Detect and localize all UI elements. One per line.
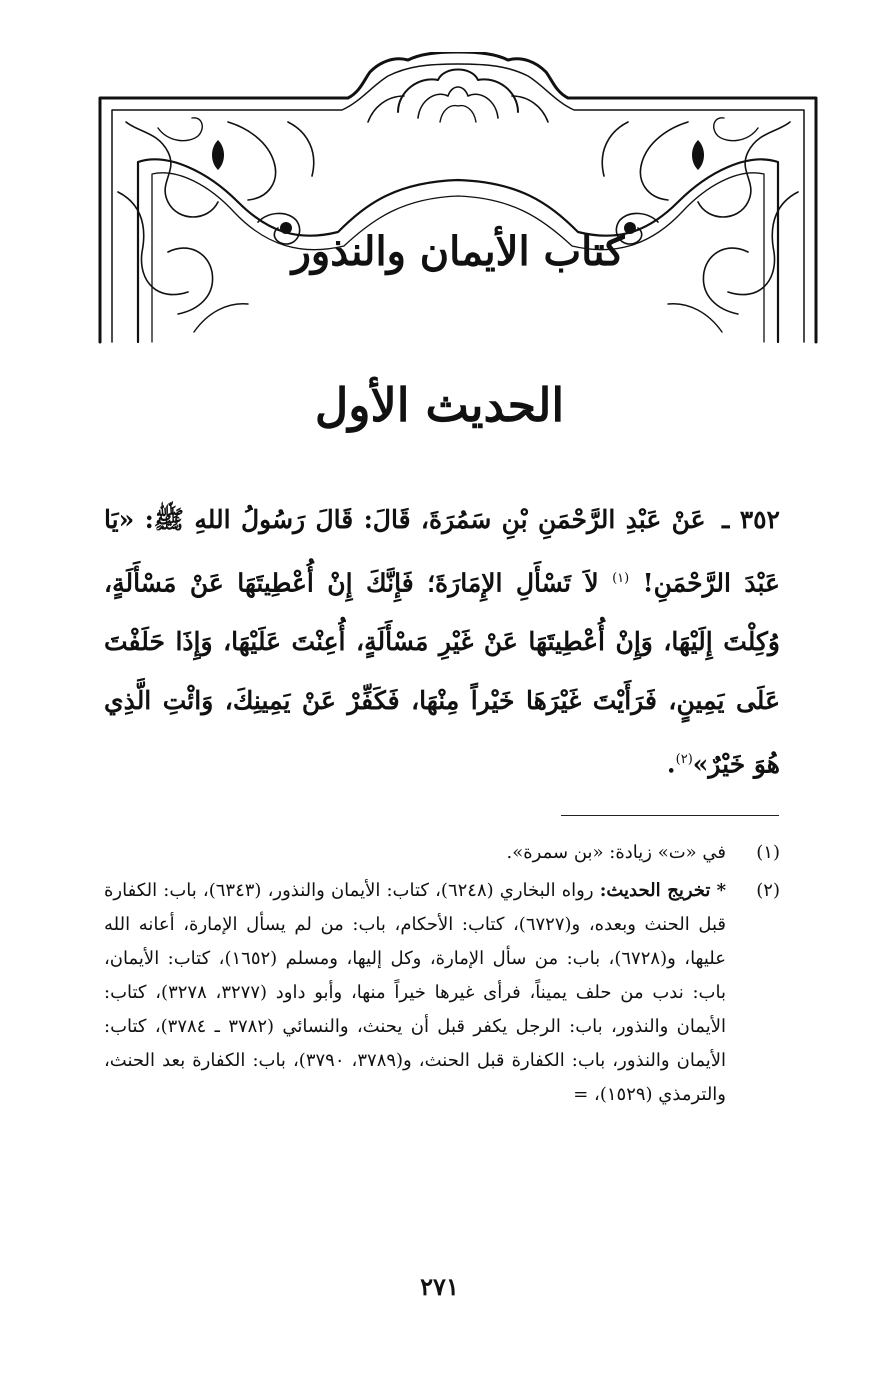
footnote-text: في «ت» زيادة: «بن سمرة». xyxy=(506,842,726,863)
arabesque-frame-icon xyxy=(98,52,818,344)
hadith-text xyxy=(104,490,780,794)
page-number: ٢٧١ xyxy=(420,1272,459,1301)
asterisk-icon: * xyxy=(716,880,726,901)
footnotes xyxy=(104,836,780,1116)
footnote-text-container xyxy=(104,874,726,1112)
hadith-text-opening: عَنْ عَبْدِ الرَّحْمَنِ بْنِ سَمُرَةَ، قَالَ: قَالَ رَسُولُ اللهِ ﷺ: «يَا عَبْدَ الرَّحْمَنِ! xyxy=(104,505,780,598)
footnote-label: تخريج الحديث: xyxy=(599,880,711,901)
footnote-number: (١) xyxy=(756,842,780,863)
book-title: كتاب الأيمان والنذور xyxy=(291,228,625,275)
footnote-text: رواه البخاري (٦٢٤٨)، كتاب: الأيمان والنذور، (٦٣٤٣)، باب: الكفارة قبل الحنث وبعده، و(٦٧٢٧)، كتاب: الأحكام، باب: من لم يسأل الإمارة، أعانه الله عليها، و(٦٧٢٨)، باب: من سأل الإمارة، وكل إليها، ومسلم (١٦٥٢)، كتاب: الأيمان، باب: ندب من حلف يميناً، فرأى غيرها خيراً منها، وأبو داود (٣٢٧٧، ٣٢٧٨)، كتاب: الأيمان والنذور، باب: الرجل يكفر قبل أن يحنث، والنسائي (٣٧٨٢ ـ ٣٧٨٤)، كتاب: الأيمان والنذور، باب: الكفارة قبل الحنث، و(٣٧٨٩، ٣٧٩٠)، باب: الكفارة بعد الحنث، والترمذي (١٥٢٩)، = xyxy=(104,880,727,1105)
footnote xyxy=(104,874,780,1112)
hadith-text-body: لاَ تَسْأَلِ الإِمَارَةَ؛ فَإِنَّكَ إِنْ أُعْطِيتَهَا عَنْ مَسْأَلَةٍ، وُكِلْتَ إِلَيْهَا، وَإِنْ أُعْطِيتَهَا عَنْ غَيْرِ مَسْأَلَةٍ، أُعِنْتَ عَلَيْهَا، وَإِذَا حَلَفْتَ عَلَى يَمِينٍ، فَرَأَيْتَ غَيْرَهَا خَيْراً مِنْهَا، فَكَفِّرْ عَنْ يَمِينِكَ، وَائْتِ الَّذِي هُوَ خَيْرٌ» xyxy=(104,568,780,779)
hadith-heading: الحديث الأول xyxy=(314,378,565,432)
ornamental-header-frame xyxy=(98,52,818,344)
footnote xyxy=(104,836,780,870)
hadith-text-end: . xyxy=(666,749,676,779)
hadith-number: ٣٥٢ ـ xyxy=(722,505,780,534)
footnote-ref-1[interactable]: (١) xyxy=(612,571,630,586)
footnote-ref-2[interactable]: (٢) xyxy=(675,752,693,768)
footnote-number: (٢) xyxy=(756,880,780,901)
footnote-separator xyxy=(561,815,779,816)
